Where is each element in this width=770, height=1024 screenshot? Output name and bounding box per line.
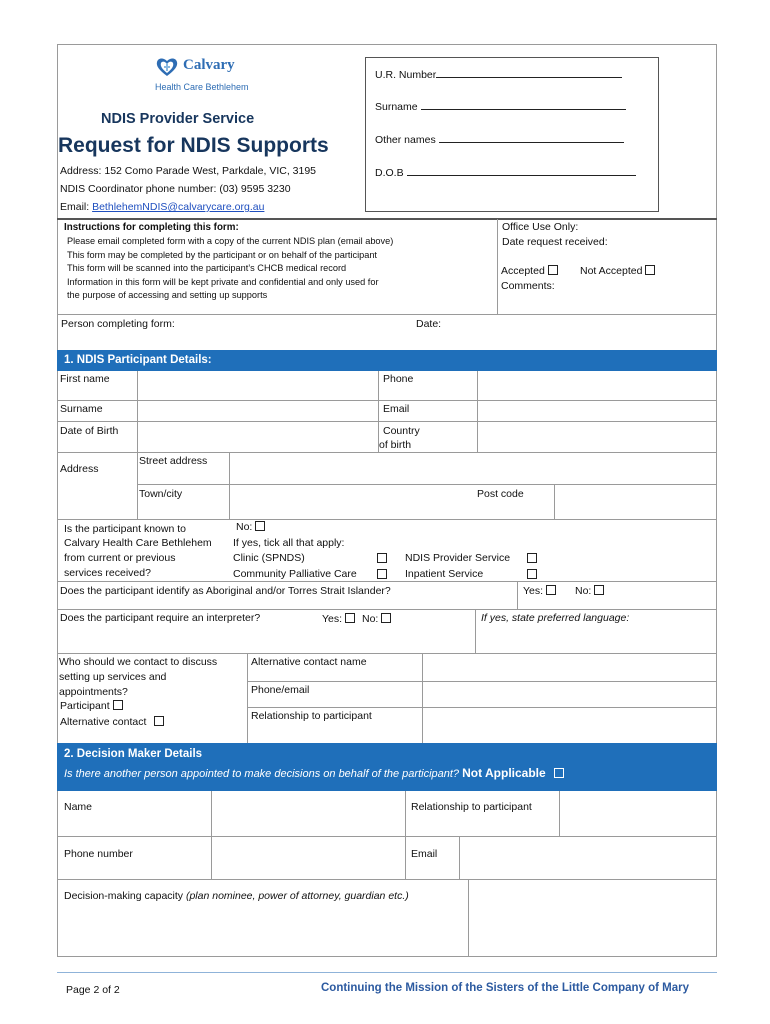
dob-field[interactable]: D.O.B [375,164,636,180]
section2-title: 2. Decision Maker Details [64,748,203,760]
interpreter-yes-checkbox[interactable] [345,613,355,623]
clinic-label: Clinic (SPNDS) [233,552,305,564]
date-label: Date: [416,318,442,330]
surname-label: Surname [60,403,103,415]
dm-relationship-label: Relationship to participant [411,801,532,813]
not-applicable-checkbox[interactable] [554,768,564,778]
known-question: Calvary Health Care Bethlehem [64,537,212,549]
aboriginal-yes-option[interactable]: Yes: [523,585,556,598]
dm-capacity-label: Decision-making capacity (plan nominee, power of attorney, guardian etc.) [64,890,409,902]
page-number: Page 2 of 2 [66,984,120,996]
coordinator-phone: NDIS Coordinator phone number: (03) 9595 3230 [60,183,291,195]
postcode-label: Post code [477,488,524,500]
comments-label: Comments: [501,280,555,292]
alt-contact-name-label: Alternative contact name [251,656,367,668]
community-label: Community Palliative Care [233,568,357,580]
logo-name: Calvary [183,57,235,73]
calvary-heart-logo-icon [155,56,179,78]
ndis-provider-label: NDIS Provider Service [405,552,511,564]
logo-subtitle: Health Care Bethlehem [155,82,249,92]
surname-field[interactable]: Surname [375,98,626,114]
accepted-option[interactable]: Accepted [501,265,558,278]
office-use-title: Office Use Only: [502,221,579,233]
first-name-label: First name [60,373,110,385]
preferred-language-label: If yes, state preferred language: [481,612,630,624]
aboriginal-no-option[interactable]: No: [575,585,604,598]
page-title: Request for NDIS Supports [58,134,329,157]
if-yes-label: If yes, tick all that apply: [233,537,345,549]
section2-header [57,743,717,791]
town-city-label: Town/city [139,488,183,500]
interpreter-no-option[interactable]: No: [362,613,391,626]
country-label: Country [383,425,420,437]
interpreter-question: Does the participant require an interpreter? [60,612,261,624]
known-no-checkbox[interactable] [255,521,265,531]
instruction-line: This form may be completed by the participant or on behalf of the participant [67,249,377,260]
section2-question-line [64,767,564,781]
ndis-provider-checkbox[interactable] [527,553,537,563]
instruction-line: This form will be scanned into the participant’s CHCB medical record [67,263,347,273]
calvary-logo [155,55,265,95]
participant-checkbox[interactable] [113,700,123,710]
instruction-line: Please email completed form with a copy of the current NDIS plan (email above) [67,236,394,246]
known-question: Is the participant known to [64,523,186,535]
alt-contact-checkbox[interactable] [154,716,164,726]
instruction-line: Information in this form will be kept private and confidential and only used for [67,276,379,287]
contact-question: setting up services and [59,671,167,683]
not-accepted-checkbox[interactable] [645,265,655,275]
community-checkbox[interactable] [377,569,387,579]
interpreter-yes-option[interactable]: Yes: [322,613,355,626]
inpatient-label: Inpatient Service [405,568,484,580]
participant-option[interactable]: Participant [60,700,123,713]
section1-title: 1. NDIS Participant Details: [64,354,212,366]
dm-email-label: Email [411,848,438,860]
dm-phone-label: Phone number [64,848,133,860]
address-line: Address: 152 Como Parade West, Parkdale, VIC, 3195 [60,165,317,177]
email-label: Email [383,403,410,415]
phone-label: Phone [383,373,414,385]
mission-statement: Continuing the Mission of the Sisters of the Little Company of Mary [321,982,690,994]
dm-name-label: Name [64,801,93,813]
contact-question: Who should we contact to discuss [59,656,218,668]
interpreter-no-checkbox[interactable] [381,613,391,623]
relationship-label: Relationship to participant [251,710,372,722]
street-address-label: Street address [139,455,208,467]
ur-number-field[interactable]: U.R. Number [375,66,622,82]
clinic-checkbox[interactable] [377,553,387,563]
phone-email-label: Phone/email [251,684,310,696]
instructions-title: Instructions for completing this form: [64,222,239,233]
contact-question: appointments? [59,686,128,698]
email-label: Email: [60,201,93,213]
inpatient-checkbox[interactable] [527,569,537,579]
email-link[interactable]: BethlehemNDIS@calvarycare.org.au [92,201,265,213]
known-question: services received? [64,567,151,579]
aboriginal-yes-checkbox[interactable] [546,585,556,595]
aboriginal-no-checkbox[interactable] [594,585,604,595]
aboriginal-question: Does the participant identify as Aboriginal and/or Torres Strait Islander? [60,585,391,597]
instruction-line: the purpose of accessing and setting up supports [67,290,268,300]
date-received-label: Date request received: [502,236,608,248]
section2-question: Is there another person appointed to make decisions on behalf of the participant? [64,768,460,780]
alt-contact-option[interactable]: Alternative contact [60,716,164,729]
not-accepted-option[interactable]: Not Accepted [580,265,655,278]
known-question: from current or previous [64,552,176,564]
known-no-option[interactable]: No: [236,521,265,534]
not-applicable-label: Not Applicable [462,766,546,780]
person-completing-label: Person completing form: [61,318,175,330]
service-name: NDIS Provider Service [101,111,255,127]
country-label-2: of birth [379,439,412,451]
section1-header [57,350,717,371]
other-names-field[interactable]: Other names [375,131,624,147]
address-label: Address [60,463,99,475]
accepted-checkbox[interactable] [548,265,558,275]
email-line [60,201,264,214]
dob-label: Date of Birth [60,425,119,437]
